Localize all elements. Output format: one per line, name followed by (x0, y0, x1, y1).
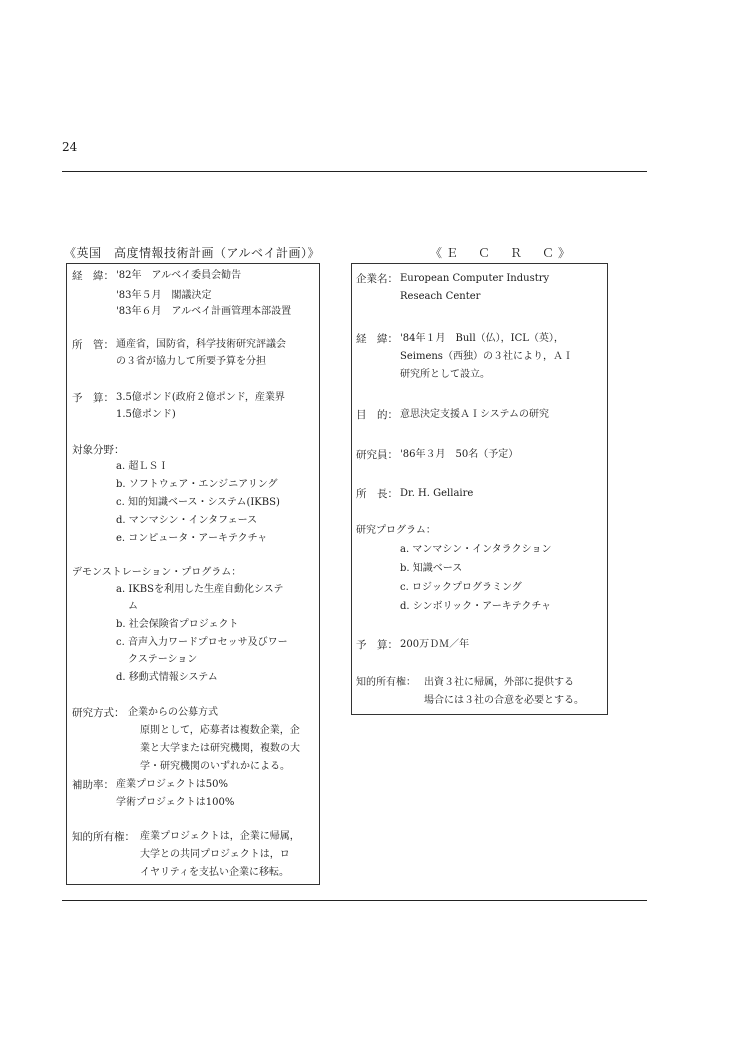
bottom-rule (62, 900, 647, 901)
alvey-demo-line: クステーション (128, 654, 198, 665)
ecrc-kigyo-label: 企業名： (356, 273, 398, 285)
ecrc-keiko-line: 研究所として設立。 (400, 369, 490, 380)
ecrc-keiko-line: '84年１月 Bull（仏），ICL（英）， (400, 333, 564, 344)
page-number: 24 (62, 140, 78, 154)
alvey-taisho-item: c. 知的知識ベース・システム(IKBS) (116, 497, 280, 508)
alvey-kenkyu-line: 企業からの公募方式 (128, 707, 218, 718)
ecrc-title: 《Ｅ Ｃ Ｒ Ｃ》 (430, 246, 575, 260)
alvey-kenkyu-line: 業と大学または研究機関，複数の大 (140, 743, 300, 754)
ecrc-chiteki-line: 場合には３社の合意を必要とする。 (424, 695, 584, 706)
alvey-keiko-label: 経 緯： (72, 270, 114, 282)
top-rule (62, 171, 647, 172)
ecrc-kenkyuin-label: 研究員： (356, 449, 398, 461)
alvey-shokan-line: 通産省，国防省，科学技術研究評議会 (116, 339, 286, 350)
alvey-shokan-line: の３省が協力して所要予算を分担 (116, 356, 266, 367)
alvey-keiko-line: '83年５月 閣議決定 (116, 290, 212, 301)
alvey-chiteki-label: 知的所有権： (72, 831, 135, 843)
alvey-taisho-item: a. 超ＬＳＩ (116, 461, 169, 472)
ecrc-kenkyuin-text: '86年３月 50名（予定） (400, 449, 519, 460)
alvey-chiteki-line: 大学との共同プロジェクトは，ロ (140, 849, 290, 860)
alvey-keiko-line: '82年 アルベイ委員会勧告 (116, 270, 242, 281)
alvey-yosan-line: 1.5億ポンド) (116, 409, 176, 420)
ecrc-program-item: d. シンボリック・アーキテクチャ (400, 601, 552, 612)
alvey-yosan-label: 予 算： (72, 392, 114, 404)
ecrc-mokuteki-text: 意思決定支援ＡＩシステムの研究 (400, 409, 549, 420)
alvey-kenkyu-line: 原則として，応募者は複数企業，企 (140, 725, 300, 736)
alvey-keiko-line: '83年６月 アルベイ計画管理本部設置 (116, 306, 292, 317)
ecrc-shocho-text: Dr. H. Gellaire (400, 488, 474, 499)
ecrc-program-item: a. マンマシン・インタラクション (400, 544, 552, 555)
ecrc-yosan-label: 予 算： (356, 639, 398, 651)
ecrc-yosan-text: 200万ＤＭ／年 (400, 639, 470, 650)
alvey-taisho-item: d. マンマシン・インタフェース (116, 515, 258, 526)
alvey-kenkyu-line: 学・研究機関のいずれかによる。 (140, 761, 290, 772)
alvey-kenkyu-label: 研究方式： (72, 707, 125, 719)
ecrc-keiko-label: 経 緯： (356, 333, 398, 345)
ecrc-kigyo-line: European Computer Industry (400, 273, 550, 284)
ecrc-keiko-line: Seimens（西独）の３社により，ＡＩ (400, 351, 573, 362)
alvey-hojo-line: 学術プロジェクトは100% (116, 797, 235, 808)
ecrc-kigyo-line: Reseach Center (400, 291, 481, 302)
alvey-hojo-label: 補助率： (72, 779, 114, 791)
alvey-taisho-label: 対象分野： (72, 444, 125, 456)
alvey-shokan-label: 所 管： (72, 339, 114, 351)
alvey-yosan-line: 3.5億ポンド(政府２億ポンド，産業界 (116, 392, 285, 403)
alvey-demo-line: d. 移動式情報システム (116, 672, 218, 683)
ecrc-program-item: c. ロジックプログラミング (400, 582, 522, 593)
alvey-chiteki-line: 産業プロジェクトは，企業に帰属， (140, 831, 300, 842)
alvey-title: 《英国 高度情報技術計画（アルベイ計画）》 (64, 246, 321, 260)
alvey-taisho-item: e. コンピュータ・アーキテクチャ (116, 533, 268, 544)
ecrc-mokuteki-label: 目 的： (356, 409, 398, 421)
ecrc-chiteki-label: 知的所有権： (356, 677, 416, 688)
alvey-hojo-line: 産業プロジェクトは50% (116, 779, 229, 790)
alvey-taisho-item: b. ソフトウェア・エンジニアリング (116, 479, 278, 490)
alvey-demo-line: ム (128, 601, 138, 612)
alvey-demo-label: デモンストレーション・プログラム： (72, 567, 242, 578)
ecrc-program-item: b. 知識ベース (400, 563, 463, 574)
alvey-chiteki-line: イヤリティを支払い企業に移転。 (140, 867, 289, 878)
ecrc-chiteki-line: 出資３社に帰属，外部に提供する (424, 677, 574, 688)
alvey-demo-line: c. 音声入力ワードプロセッサ及びワー (116, 637, 288, 648)
ecrc-shocho-label: 所 長： (356, 488, 398, 500)
alvey-demo-line: b. 社会保険省プロジェクト (116, 619, 239, 630)
ecrc-program-label: 研究プログラム： (356, 525, 436, 536)
alvey-demo-line: a. IKBSを利用した生産自動化システ (116, 584, 284, 595)
